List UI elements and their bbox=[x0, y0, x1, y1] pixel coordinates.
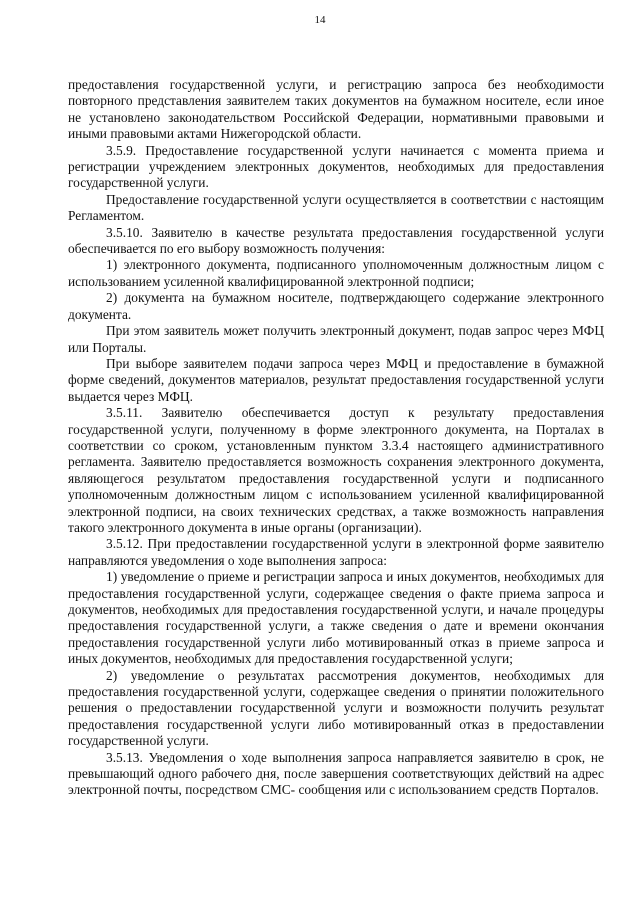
list-item-paper-document: 2) документа на бумажном носителе, подтверждающего содержание электронного документа. bbox=[68, 290, 604, 322]
paragraph-3-5-13: 3.5.13. Уведомления о ходе выполнения запроса направляется заявителю в срок, не превышающий одного рабочего дня, после завершения соответствующих действий на адрес электронной почты, посредством СМС- сообщения или с использованием средств Порталов. bbox=[68, 749, 604, 798]
paragraph-continuation: предоставления государственной услуги, и регистрацию запроса без необходимости повторного представления заявителем таких документов на бумажном носителе, если иное не установлено законодательством Российской Федерации, нормативными правовыми и иными правовыми актами Нижегородской области. bbox=[68, 77, 604, 142]
paragraph-mfc-paper: При выборе заявителем подачи запроса через МФЦ и предоставление в бумажной форме сведений, документов материалов, результат предоставления государственной услуги выдается через МФЦ. bbox=[68, 355, 604, 404]
document-body bbox=[68, 77, 604, 799]
paragraph-regulation: Предоставление государственной услуги осуществляется в соответствии с настоящим Регламентом. bbox=[68, 191, 604, 224]
list-item-electronic-document: 1) электронного документа, подписанного уполномоченным должностным лицом с использованием усиленной квалифицированной электронной подписи; bbox=[68, 257, 604, 289]
paragraph-3-5-12: 3.5.12. При предоставлении государственной услуги в электронной форме заявителю направляются уведомления о ходе выполнения запроса: bbox=[68, 536, 604, 568]
paragraph-3-5-9: 3.5.9. Предоставление государственной услуги начинается с момента приема и регистрации учреждением электронных документов, необходимых для предоставления государственной услуги. bbox=[68, 142, 604, 191]
paragraph-mfc-request: При этом заявитель может получить электронный документ, подав запрос через МФЦ или Порталы. bbox=[68, 323, 604, 355]
page-number: 14 bbox=[314, 14, 326, 26]
paragraph-3-5-11: 3.5.11. Заявителю обеспечивается доступ к результату предоставления государственной услуги, полученному в форме электронного документа, на Порталах в соответствии со сроком, установленным пунктом 3.3.4 настоящего административного регламента. Заявителю предоставляется возможность сохранения электронного документа, являющегося результатом предоставления государственной услуги и подписанного уполномоченным должностным лицом с использованием усиленной квалифицированной электронной подписи, на своих технических средствах, а также возможность направления такого электронного документа в иные органы (организации). bbox=[68, 405, 604, 535]
paragraph-3-5-10: 3.5.10. Заявителю в качестве результата предоставления государственной услуги обеспечивается по его выбору возможность получения: bbox=[68, 224, 604, 257]
list-item-registration-notice: 1) уведомление о приеме и регистрации запроса и иных документов, необходимых для предоставления государственной услуги, содержащее сведения о факте приема запроса и документов, необходимых для предоставления государственной услуги, и начале процедуры предоставления государственной услуги, а также сведения о дате и времени окончания предоставления государственной услуги либо мотивированный отказ в приеме запроса и иных документов, необходимых для предоставления государственной услуги; bbox=[68, 569, 604, 667]
list-item-result-notice: 2) уведомление о результатах рассмотрения документов, необходимых для предоставления государственной услуги, содержащее сведения о принятии положительного решения о предоставлении государственной услуги и возможности получить результат предоставления государственной услуги либо мотивированный отказ в предоставлении государственной услуги. bbox=[68, 667, 604, 749]
